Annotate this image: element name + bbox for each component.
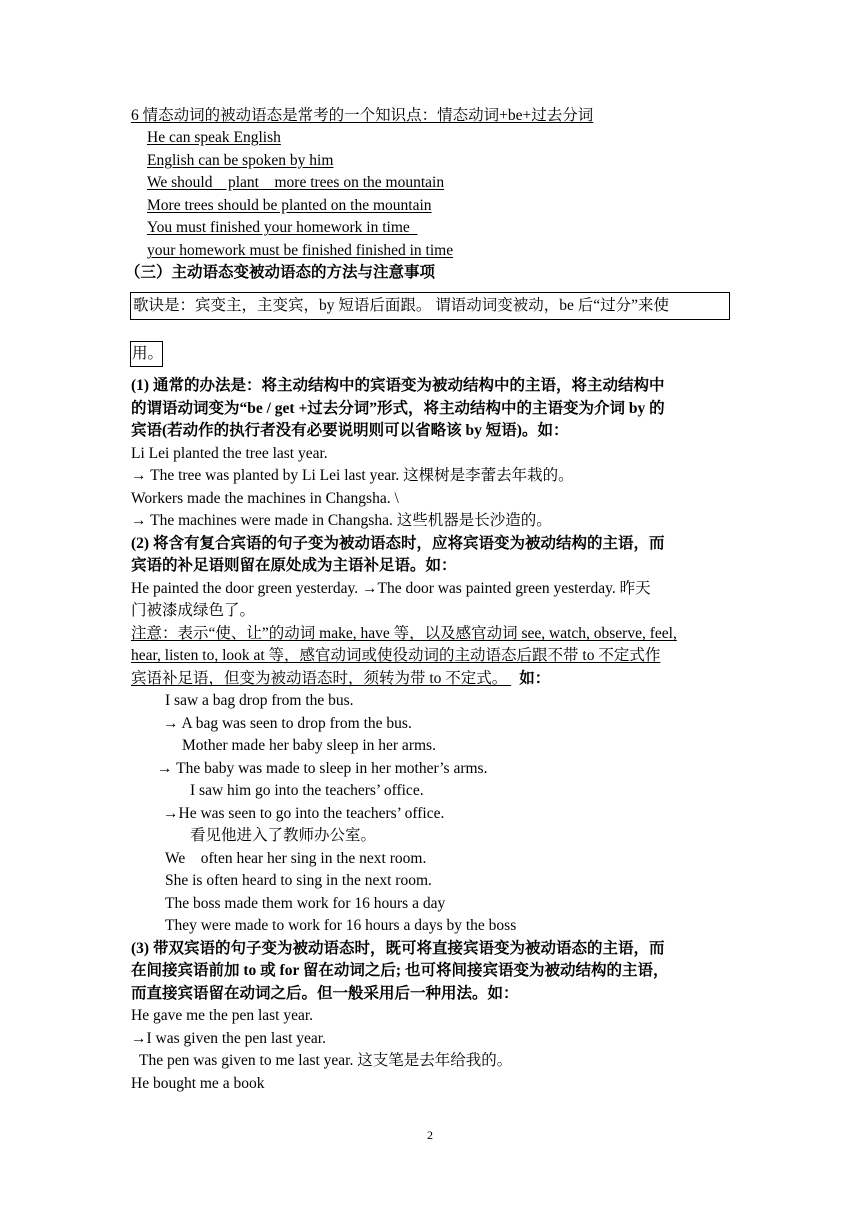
p2-note-underlined: 宾语补足语，但变为被动语态时，须转为带 to 不定式。 — [131, 670, 512, 687]
p3-example: The pen was given to me last year. 这支笔是去年给我的。 — [139, 1052, 513, 1069]
p2-example: We often hear her sing in the next room. — [165, 850, 427, 867]
rhyme-box-continued — [130, 341, 163, 367]
p2-text: (2) 将含有复合宾语的句子变为被动语态时，应将宾语变为被动结构的主语，而 — [131, 535, 665, 552]
section6-example: You must finished your homework in time — [147, 219, 418, 236]
page-number: 2 — [427, 1128, 433, 1142]
p2-note: hear, listen to, look at 等，感官动词或使役动词的主动语态后跟不带 to 不定式作 — [131, 647, 661, 664]
p2-example: He painted the door green yesterday. →The door was painted green yesterday. 昨天 — [131, 580, 651, 597]
section6-heading: 6 情态动词的被动语态是常考的一个知识点：情态动词+be+过去分词 — [131, 107, 594, 124]
part3-title: （三）主动语态变被动语态的方法与注意事项 — [125, 264, 436, 281]
p3-example: →I was given the pen last year. — [131, 1030, 326, 1047]
section6-example: More trees should be planted on the mountain — [147, 197, 432, 214]
p1-text: (1) 通常的办法是：将主动结构中的宾语变为被动结构中的主语，将主动结构中 — [131, 377, 665, 394]
section6-example: your homework must be finished finished in time — [147, 242, 454, 259]
p1-example: Workers made the machines in Changsha. \ — [131, 490, 399, 507]
p2-example: → The baby was made to sleep in her mother’s arms. — [157, 760, 488, 777]
p2-note — [131, 668, 550, 690]
p2-text: 宾语的补足语则留在原处成为主语补足语。如： — [131, 557, 457, 574]
p1-example: Li Lei planted the tree last year. — [131, 445, 328, 462]
p2-example: The boss made them work for 16 hours a day — [165, 895, 446, 912]
p2-example: I saw him go into the teachers’ office. — [190, 782, 424, 799]
rhyme-text: 歌诀是：宾变主，主变宾，by 短语后面跟。 谓语动词变被动，be 后“过分”来使 — [133, 297, 670, 314]
p1-text: 的谓语动词变为“be / get +过去分词”形式，将主动结构中的主语变为介词 by 的 — [131, 400, 665, 417]
section6-example: English can be spoken by him — [147, 152, 334, 169]
section6-example: He can speak English — [147, 129, 281, 146]
p3-example: He bought me a book — [131, 1075, 265, 1092]
p2-example: →He was seen to go into the teachers’ office. — [163, 805, 445, 822]
p2-example: She is often heard to sing in the next room. — [165, 872, 432, 889]
p2-example: They were made to work for 16 hours a days by the boss — [165, 917, 517, 934]
p2-example: Mother made her baby sleep in her arms. — [182, 737, 436, 754]
p1-example: → The tree was planted by Li Lei last year. 这棵树是李蕾去年栽的。 — [131, 467, 574, 484]
p2-example: 看见他进入了教师办公室。 — [190, 827, 377, 844]
p2-example: 门被漆成绿色了。 — [131, 602, 256, 619]
p2-note-tail: 如： — [519, 670, 551, 687]
p1-text: 宾语(若动作的执行者没有必要说明则可以省略该 by 短语)。如： — [131, 422, 569, 439]
p2-note: 注意：表示“使、让”的动词 make, have 等，以及感官动词 see, watch, observe, feel, — [131, 625, 677, 642]
p3-text: 在间接宾语前加 to 或 for 留在动词之后; 也可将间接宾语变为被动结构的主语， — [131, 962, 669, 979]
section6-example: We should plant more trees on the mountain — [147, 174, 445, 191]
p2-example: I saw a bag drop from the bus. — [165, 692, 354, 709]
p3-text: 而直接宾语留在动词之后。但一般采用后一种用法。如： — [131, 985, 519, 1002]
p1-example: → The machines were made in Changsha. 这些机器是长沙造的。 — [131, 512, 552, 529]
p3-text: (3) 带双宾语的句子变为被动语态时，既可将直接宾语变为被动语态的主语，而 — [131, 940, 665, 957]
rhyme-box — [130, 292, 730, 320]
p3-example: He gave me the pen last year. — [131, 1007, 314, 1024]
rhyme-text: 用。 — [132, 345, 164, 362]
p2-example: → A bag was seen to drop from the bus. — [163, 715, 412, 732]
